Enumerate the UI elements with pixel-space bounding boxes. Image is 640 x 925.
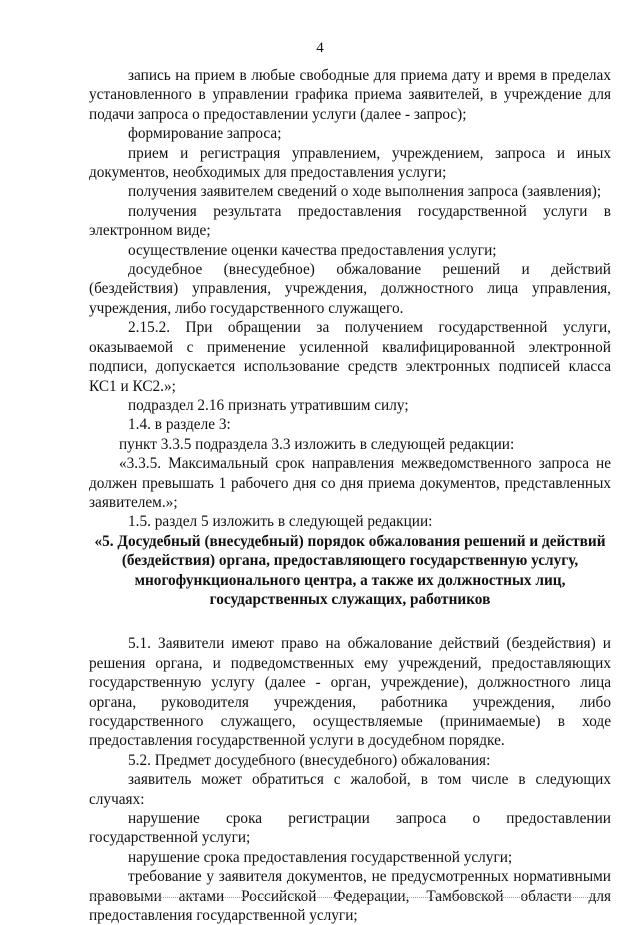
paragraph: пункт 3.3.5 подраздела 3.3 изложить в следующей редакции: [119, 435, 515, 453]
paragraph: требование у заявителя документов, не предусмотренных нормативными правовыми актами Российской Федерации, Тамбовской области для предоставления государственной услуги; [89, 868, 611, 925]
document-body [89, 66, 611, 925]
paragraph: получения результата предоставления государственной услуги в электронном виде; [89, 202, 611, 240]
paragraph: прием и регистрация управлением, учреждением, запроса и иных документов, необходимых для предоставления услуги; [89, 144, 611, 182]
paragraph: 5.1. Заявители имеют право на обжалование действий (бездействия) и решения органа, и подведомственных ему учреждений, предоставляющих государственную услугу (далее - орган, учреждение), должностного лица органа, руководителя учреждения, работника учреждения, либо государственного служащего, осуществляемые (принимаемые) в ходе предоставления государственной услуги в досудебном порядке. [89, 635, 611, 750]
paragraph: заявитель может обратиться с жалобой, в том числе в следующих случаях: [89, 771, 611, 808]
paragraph: досудебное (внесудебное) обжалование решений и действий (бездействия) управления, учреждения, должностного лица управления, учреждения, либо государственного служащего. [89, 261, 611, 317]
paragraph: «3.3.5. Максимальный срок направления межведомственного запроса не должен превышать 1 рабочего дня со дня приема документов, представленных заявителем.»; [89, 455, 611, 511]
paragraph: подраздел 2.16 признать утратившим силу; [128, 396, 409, 414]
section-heading: «5. Досудебный (внесудебный) порядок обжалования решений и действий (бездействия) органа, предоставляющего государственную услугу, многофункционального центра, а также их должностных лиц, государственных служащих, работников [94, 532, 606, 608]
paragraph: осуществление оценки качества предоставления услуги; [128, 241, 497, 259]
footer-divider [90, 897, 610, 898]
paragraph: 1.5. раздел 5 изложить в следующей редакции: [128, 513, 433, 531]
paragraph: запись на прием в любые свободные для приема дату и время в пределах установленного в управлении графика приема заявителей, в учреждение для подачи запроса о предоставлении услуги (далее - запрос); [89, 67, 611, 123]
page-number: 4 [316, 40, 324, 56]
paragraph: 5.2. Предмет досудебного (внесудебного) обжалования: [128, 751, 491, 769]
spacer [89, 609, 611, 634]
paragraph: 1.4. в разделе 3: [128, 416, 231, 434]
paragraph: нарушение срока предоставления государственной услуги; [128, 848, 513, 866]
paragraph: 2.15.2. При обращении за получением государственной услуги, оказываемой с применение усиленной квалифицированной электронной подписи, допускается использование средств электронных подписей класса КС1 и КС2.»; [89, 319, 611, 395]
paragraph: получения заявителем сведений о ходе выполнения запроса (заявления); [128, 183, 602, 201]
paragraph: нарушение срока регистрации запроса о предоставлении государственной услуги; [89, 810, 611, 847]
paragraph: формирование запроса; [128, 125, 282, 143]
